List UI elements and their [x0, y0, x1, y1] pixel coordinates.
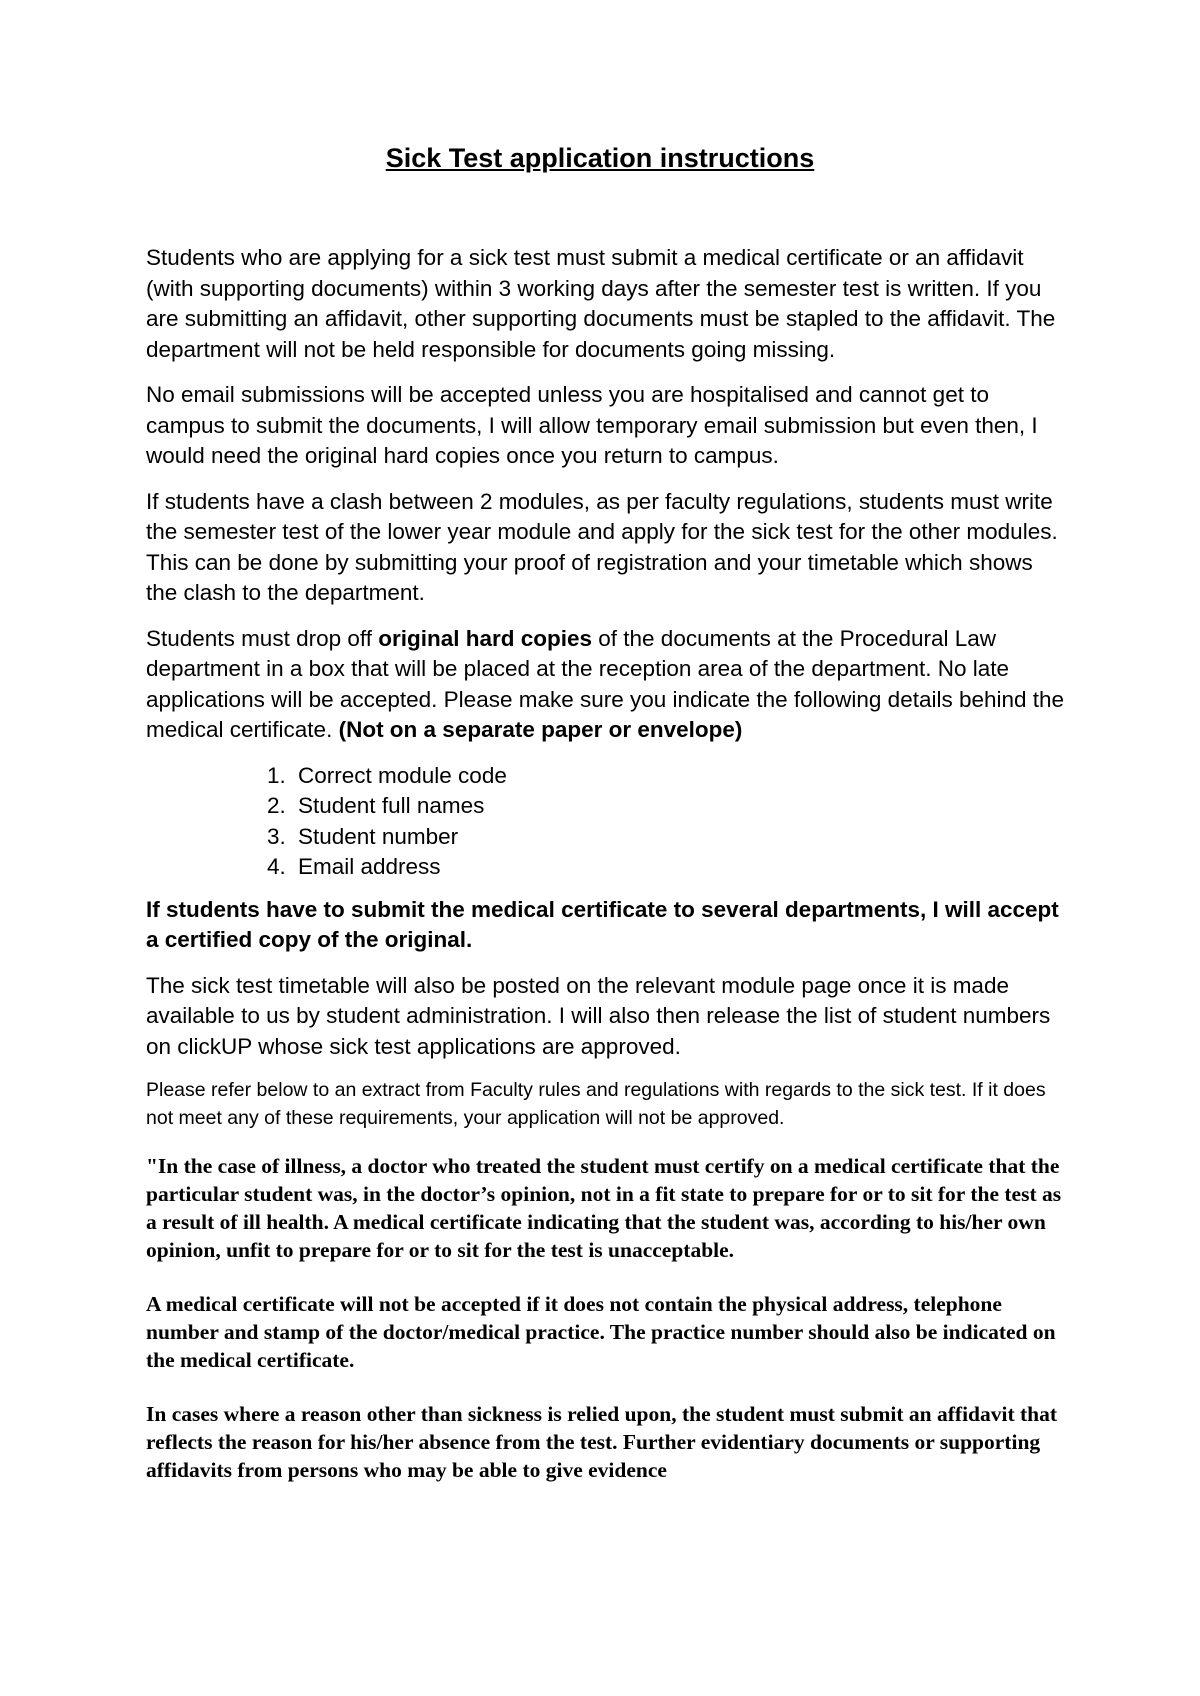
- document-body: [146, 243, 1066, 1510]
- list-item: 3. Student number: [292, 822, 1066, 853]
- faculty-rules-extract: [146, 1152, 1066, 1484]
- paragraph-timetable: The sick test timetable will also be posted on the relevant module page once it is made available to us by student administration. I will also then release the list of student numbers on clickUP whose sick test applications are approved.: [146, 972, 1051, 1059]
- paragraph-email-policy: No email submissions will be accepted unless you are hospitalised and cannot get to campus to submit the documents, I will allow temporary email submission but even then, I would need the original hard copies once you return to campus.: [146, 382, 1038, 468]
- paragraph-submission-deadline: Students who are applying for a sick test must submit a medical certificate or an affidavit (with supporting documents) within 3 working days after the semester test is written. If you are submitting an affidavit, other supporting documents must be stapled to the affidavit. The department will not be held responsible for documents going missing.: [146, 245, 1056, 362]
- drop-off-note: (Not on a separate paper or envelope): [338, 717, 743, 742]
- paragraph-module-clash: If students have a clash between 2 modules, as per faculty regulations, students must write the semester test of the lower year module and apply for the sick test for the other modules. This can be done by submitting your proof of registration and your timetable which shows the clash to the department.: [146, 488, 1058, 605]
- required-details-list: [146, 761, 1066, 883]
- document-title: Sick Test application instructions: [385, 143, 815, 173]
- drop-off-text-end: of the documents at the Procedural Law department in a box that will be placed at the reception area of the department. No late applications will be accepted. Please make sure you indicate the following details behind the medical certificate.: [146, 625, 1065, 742]
- drop-off-text-start: Students must drop off: [146, 625, 379, 651]
- quote-paragraph-other-reasons: In cases where a reason other than sickness is relied upon, the student must submit an affidavit that reflects the reason for his/her absence from the test. Further evidentiary documents or supporting affidavits from persons who may be able to give evidence: [146, 1402, 1058, 1482]
- list-item: 1. Correct module code: [292, 761, 1066, 792]
- paragraph-certified-copy: [146, 895, 1066, 956]
- list-item: 2. Student full names: [292, 791, 1066, 822]
- paragraph-faculty-extract-intro: Please refer below to an extract from Faculty rules and regulations with regards to the sick test. If it does not meet any of these requirements, your application will not be approved.: [146, 1079, 1046, 1129]
- quote-paragraph-illness: "In the case of illness, a doctor who treated the student must certify on a medical certificate that the particular student was, in the doctor’s opinion, not in a fit state to prepare for or to sit for the test as a result of ill health. A medical certificate indicating that the student was, according to his/her own opinion, unfit to prepare for or to sit for the test is unacceptable.: [146, 1154, 1062, 1262]
- list-item: 4. Email address: [292, 852, 1066, 883]
- drop-off-emphasis: original hard copies: [378, 625, 593, 651]
- certified-copy-text: If students have to submit the medical certificate to several departments, I will accept a certified copy of the original.: [146, 896, 1059, 952]
- quote-paragraph-certificate-requirements: A medical certificate will not be accepted if it does not contain the physical address, telephone number and stamp of the doctor/medical practice. The practice number should also be indicated on the medical certificate.: [146, 1292, 1056, 1372]
- paragraph-drop-off: [146, 624, 1066, 746]
